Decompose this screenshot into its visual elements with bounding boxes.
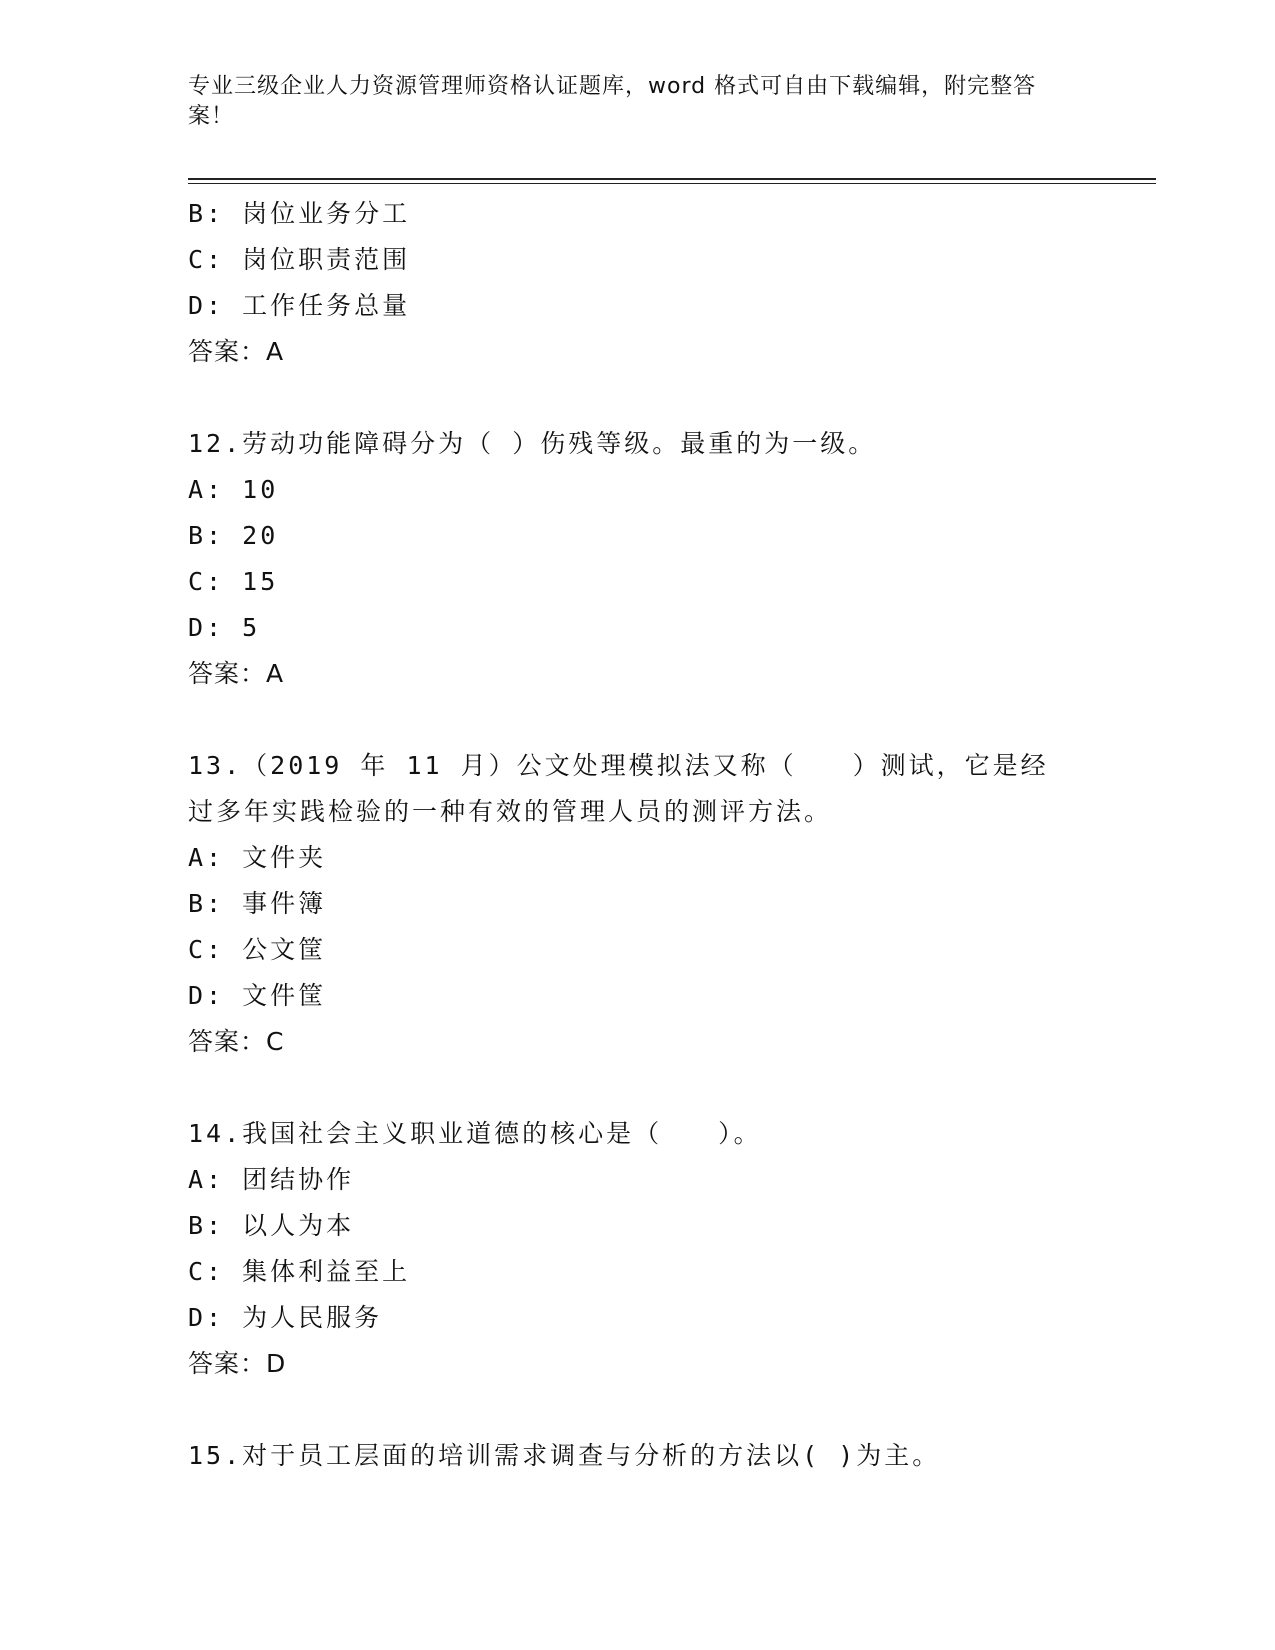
question-list	[188, 191, 1068, 1479]
question-text: 12.劳动功能障碍分为（ ）伤残等级。最重的为一级。	[188, 429, 877, 458]
option-c: C: 岗位职责范围	[188, 245, 411, 274]
option-d: D: 5	[188, 613, 261, 642]
spacer	[188, 1387, 1068, 1433]
option-d: D: 工作任务总量	[188, 291, 411, 320]
question-text: 13.（2019 年 11 月）公文处理模拟法又称（ ）测试，它是经过多年实践检验的一种有效的管理人员的测评方法。	[188, 751, 1049, 826]
question-12	[188, 421, 1068, 697]
question-11-tail	[188, 191, 1068, 375]
option-d: D: 为人民服务	[188, 1303, 383, 1332]
option-b: B: 岗位业务分工	[188, 199, 411, 228]
question-text: 14.我国社会主义职业道德的核心是（ ）。	[188, 1119, 762, 1148]
header-divider-thick	[188, 178, 1156, 180]
page-header: 专业三级企业人力资源管理师资格认证题库，word 格式可自由下载编辑，附完整答案！	[188, 74, 1037, 129]
header-divider-thin	[188, 183, 1156, 184]
question-13	[188, 743, 1068, 1065]
answer: 答案：A	[188, 337, 285, 366]
option-c: C: 公文筐	[188, 935, 327, 964]
spacer	[188, 1065, 1068, 1111]
option-d: D: 文件筐	[188, 981, 327, 1010]
question-15	[188, 1433, 1068, 1479]
answer: 答案：C	[188, 1027, 285, 1056]
answer: 答案：D	[188, 1349, 287, 1378]
option-a: A: 文件夹	[188, 843, 327, 872]
option-b: B: 20	[188, 521, 279, 550]
option-c: C: 15	[188, 567, 279, 596]
option-b: B: 以人为本	[188, 1211, 355, 1240]
spacer	[188, 375, 1068, 421]
option-a: A: 10	[188, 475, 279, 504]
question-text: 15.对于员工层面的培训需求调查与分析的方法以( )为主。	[188, 1441, 941, 1470]
answer: 答案：A	[188, 659, 285, 688]
question-14	[188, 1111, 1068, 1387]
option-b: B: 事件簿	[188, 889, 327, 918]
spacer	[188, 697, 1068, 743]
option-c: C: 集体利益至上	[188, 1257, 411, 1286]
option-a: A: 团结协作	[188, 1165, 355, 1194]
